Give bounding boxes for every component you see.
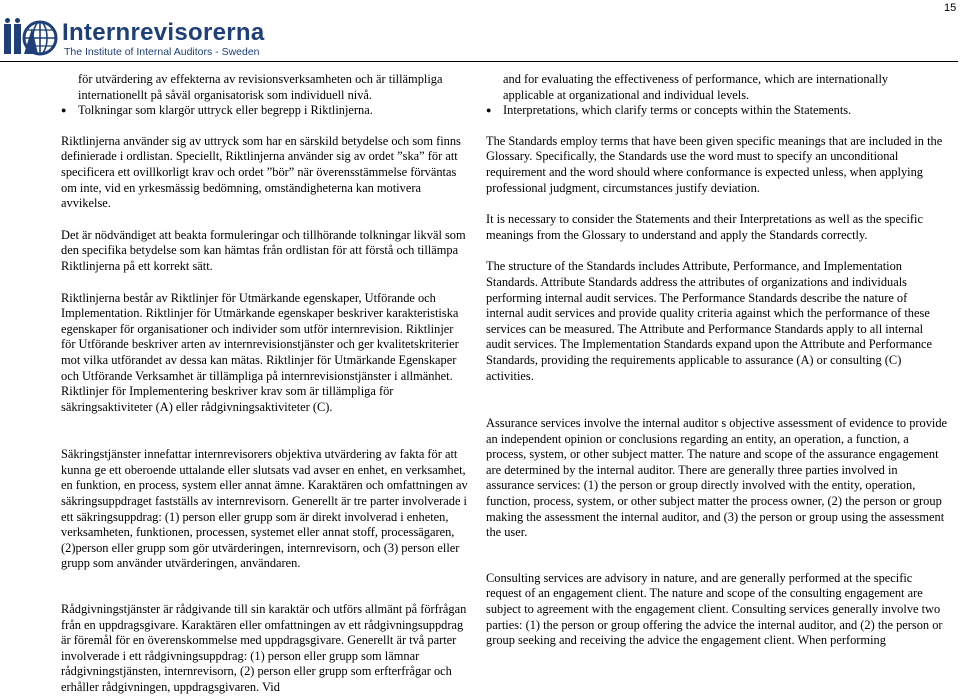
right-bullet-continuation: and for evaluating the effectiveness of performance, which are internationally [503, 72, 889, 86]
english-column [486, 72, 948, 649]
left-bullet-list [61, 72, 469, 119]
right-bullet-item: ● Interpretations, which clarify terms or concepts within the Statements. [486, 103, 948, 119]
right-paragraph-terms: The Standards employ terms that have been given specific meanings that are included in the Glossary. Specifically, the Standards use the word must to specify an unconditional requirement and the word should where conformance is expected unless, when applying professional judgment, circumstances justify deviation. [486, 133, 943, 195]
logo-tagline: The Institute of Internal Auditors - Sweden [64, 46, 260, 58]
header-divider [0, 61, 958, 62]
right-paragraph-glossary: It is necessary to consider the Statements and their Interpretations as well as the specific meanings from the Glossary to understand and apply the Standards correctly. [486, 212, 923, 242]
left-bullet-continuation: för utvärdering av effekterna av revisionsverksamheten och är tillämpliga [78, 72, 443, 86]
logo-name: Internrevisorerna [62, 19, 265, 46]
left-paragraph-consulting: Rådgivningstjänster är rådgivande till sin karaktär och utförs allmänt på förfrågan från en uppdragsgivare. Karaktären eller omfattningen av ett rådgivningsuppdrag är föremål för en överenskommelse med uppdragsgivare. Generellt är två parter involverade i ett rådgivningsuppdrag: (1) person eller grupp som lämnar rådgivningstjänsten, internrevisorn, (2) person eller grupp som erfterfrågar och erhåller rådgivningen, uppdragsgivaren. Vid [61, 602, 467, 694]
right-bullet-continuation: applicable at organizational and individual levels. [503, 87, 750, 102]
left-bullet-item: ● Tolkningar som klargör uttryck eller begrepp i Riktlinjerna. [61, 103, 469, 119]
left-paragraph-glossary: Det är nödvändiget att beakta formuleringar och tillhörande tolkningar likväl som den specifika betydelse som kan hämtas från ordlistan för att förstå och tillämpa Riktlinjerna på ett korrekt sätt. [61, 227, 466, 273]
right-paragraph-consulting: Consulting services are advisory in nature, and are generally performed at the specific request of an engagement client. The nature and scope of the consulting engagement are subject to agreement with the engagement client. Consulting services generally involve two parties: (1) the person or group offering the advice the internal auditor, and (2) the person or group seeking and receiving the advice the engagement client. When performing [486, 570, 943, 648]
page-number: 15 [944, 2, 957, 14]
right-paragraph-assurance: Assurance services involve the internal auditor s objective assessment of evidence to provide an independent opinion or conclusions regarding an entity, an operation, a function, a process, system, or other subject matter. The nature and scope of the assurance engagement are determined by the internal auditor. There are generally three parties involved in assurance services: (1) the person or group directly involved with the entity, operation, function, process, system, or other subject matter the process owner, (2) the person or group making the assessment the internal auditor, and (3) the person or group using the assessment the user. [486, 416, 948, 540]
left-bullet-continuation: internationellt på såväl organisatorisk som individuell nivå. [78, 87, 372, 102]
swedish-column [61, 72, 469, 696]
left-paragraph-assurance: Säkringstjänster innefattar internrevisorers objektiva utvärdering av fakta för att kunna ge ett oberoende uttalande eller slutsats vad avser en enhet, en verksamhet, en funktion, en process, system eller annat ämne. Karaktären och omfattningen av säkringsuppdraget fastställs av internrevisorn. Generellt är tre parter involverade i ett säkringsuppdrag: (1) person eller grupp som är direkt involverad i enheten, verksamheten, funktionen, processen, systemet eller annat stoff, processägaren, (2)person eller grupp som gör utvärderingen, internrevisorn, och (3) person eller grupp som använder utvärderingen, användaren. [61, 447, 468, 571]
iia-globe-icon [2, 18, 58, 58]
right-paragraph-structure: The structure of the Standards includes Attribute, Performance, and Implementation Standards. Attribute Standards address the attributes of organizations and individuals performing internal audit services. The Performance Standards describe the nature of internal audit services and provide quality criteria against which the performance of these services can be measured. The Attribute and Performance Standards apply to all internal audit services. The Implementation Standards expand upon the Attribute and Performance Standards, providing the requirements applicable to assurance (A) or consulting (C) activities. [486, 259, 933, 383]
left-paragraph-structure: Riktlinjerna består av Riktlinjer för Utmärkande egenskaper, Utförande och Implementation. Riktlinjer för Utmärkande egenskaper beskriver karakteristiska egenskaper för organisationer och individer som utför internrevision. Riktlinjer för Utförande beskriver arten av internrevisionstjänster och ger kvalitetskriterier mot vilka utförandet av dessa kan mätas. Riktlinjer för Utmärkande Egenskaper och Utförande Verksamhet är tillämpliga på internrevisionstjänster i allmänhet. Riktlinjer för Implementering beskriver krav som är tillämpliga för säkringsaktiviteter (A) eller rådgivningsaktiviteter (C). [61, 290, 459, 414]
left-paragraph-terms: Riktlinjerna använder sig av uttryck som har en särskild betydelse och som finns definierade i ordlistan. Speciellt, Riktlinjerna använder sig av ordet ”ska” för att specificera ett ovillkorligt krav och ordet ”bör” när överensstämmelse förväntas om inte, vid en yrkesmässig bedömning, omständigheterna kan motivera avvikelse. [61, 133, 461, 211]
right-bullet-list [486, 72, 948, 119]
iia-logo [2, 18, 265, 58]
